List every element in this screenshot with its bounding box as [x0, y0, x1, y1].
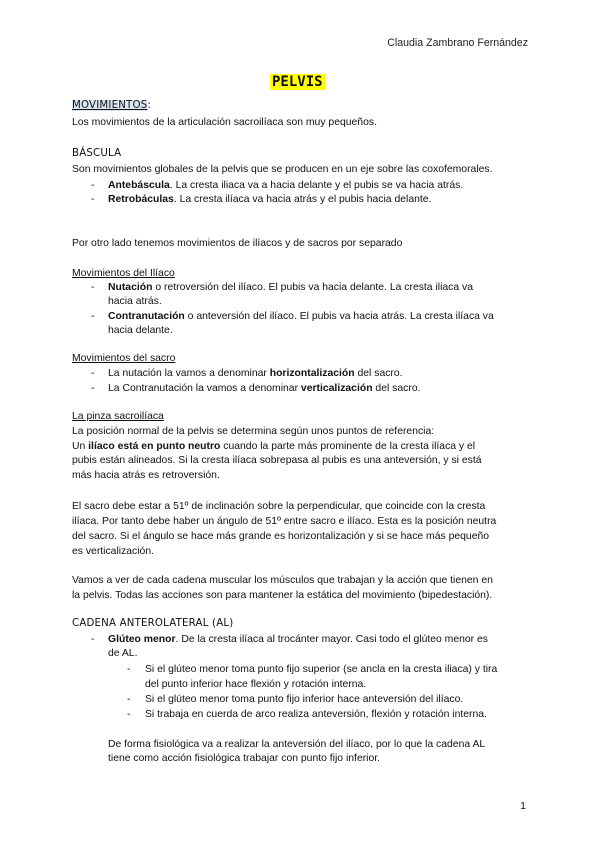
- movimientos-heading-colon: :: [147, 100, 152, 111]
- page-number: 1: [520, 800, 526, 812]
- pinza-bold: ilíaco está en punto neutro: [88, 441, 221, 452]
- sacro-item-contranutacion: [108, 383, 420, 394]
- bascula-text: . La cresta ilíaca va hacia atrás y el pubis hacia delante.: [173, 194, 432, 205]
- bascula-text: . La cresta iliaca va a hacia delante y el pubis se va hacia atrás.: [169, 180, 464, 191]
- iliaco-item-nutacion-cont: hacia atrás.: [108, 296, 162, 307]
- movimientos-heading-text: MOVIMIENTOS: [72, 100, 148, 111]
- sacro-text: La nutación la vamos a denominar: [108, 368, 270, 379]
- bascula-item-retrobaculas: [108, 194, 431, 205]
- sacro-term: horizontalización: [269, 368, 355, 379]
- pinza-line3: pubis están alineados. Si la cresta ilíaca sobrepasa al pubis es una anteversión, y si está: [72, 455, 482, 466]
- sublist-dash: -: [127, 664, 131, 675]
- movimientos-intro: Los movimientos de la articulación sacroilíaca son muy pequeños.: [72, 117, 377, 128]
- sacro-paragraph-line4: es verticalización.: [72, 546, 155, 557]
- iliaco-item-nutacion: [108, 282, 473, 293]
- iliaco-term: Nutación: [108, 282, 153, 293]
- iliaco-term: Contranutación: [108, 311, 185, 322]
- bascula-heading: BÁSCULA: [72, 148, 122, 159]
- pinza-heading: La pinza sacroilíaca: [72, 411, 164, 422]
- pinza-line1: La posición normal de la pelvis se determina según unos puntos de referencia:: [72, 426, 435, 437]
- list-dash: -: [91, 282, 95, 293]
- sacro-text: del sacro.: [372, 383, 421, 394]
- cadena-al-item-cont: de AL.: [108, 648, 138, 659]
- bascula-item-antebascula: [108, 180, 463, 191]
- list-dash: -: [91, 180, 95, 191]
- cadena-al-fisio-line1: De forma fisiológica va a realizar la anteversión del ilíaco, por lo que la cadena AL: [108, 739, 486, 750]
- cadena-al-sub1-line1: Si el glúteo menor toma punto fijo superior (se ancla en la cresta iliaca) y tira: [145, 664, 498, 675]
- sacro-paragraph-line1: El sacro debe estar a 51º de inclinación sobre la perpendicular, que coincide con la cresta: [72, 501, 486, 512]
- sublist-dash: -: [127, 709, 131, 720]
- cadena-al-sub3: Si trabaja en cuerda de arco realiza anteversión, flexión y rotación interna.: [145, 709, 487, 720]
- document-author: Claudia Zambrano Fernández: [387, 37, 528, 49]
- bascula-term: Retrobáculas: [108, 194, 174, 205]
- sublist-dash: -: [127, 694, 131, 705]
- sacro-heading: Movimientos del sacro: [72, 353, 176, 364]
- sacro-paragraph-line3: del sacro. Si el ángulo se hace más grande es horizontalización y si se hace más pequeño: [72, 531, 490, 542]
- pinza-text: Un: [72, 441, 89, 452]
- sacro-term: verticalización: [300, 383, 373, 394]
- list-dash: -: [91, 383, 95, 394]
- list-dash: -: [91, 634, 95, 645]
- sacro-item-nutacion: [108, 368, 403, 379]
- list-dash: -: [91, 194, 95, 205]
- document-title: PELVIS: [272, 74, 323, 90]
- iliaco-item-contranutacion: [108, 311, 494, 322]
- list-dash: -: [91, 311, 95, 322]
- sacro-text: del sacro.: [354, 368, 403, 379]
- sacro-paragraph-line2: ilíaca. Por tanto debe haber un ángulo de 51º entre sacro e ilíaco. Esta es la posición neutra: [72, 516, 497, 527]
- cadena-al-item-gluteo-menor: [108, 634, 488, 645]
- cadena-al-sub2: Si el glúteo menor toma punto fijo inferior hace anteversión del ilíaco.: [145, 694, 464, 705]
- pinza-line2: [72, 441, 475, 452]
- cadena-al-sub1-line2: del punto inferior hace flexión y rotación interna.: [145, 679, 367, 690]
- cadenas-paragraph-line2: la pelvis. Todas las acciones son para mantener la estática del movimiento (bipedestación).: [72, 590, 493, 601]
- bascula-intro: Son movimientos globales de la pelvis que se producen en un eje sobre las coxofemorales.: [72, 164, 493, 175]
- pinza-text: cuando la parte más prominente de la cresta ilíaca y el: [220, 441, 476, 452]
- separado-paragraph: Por otro lado tenemos movimientos de ilíacos y de sacros por separado: [72, 238, 403, 249]
- list-dash: -: [91, 368, 95, 379]
- cadena-al-fisio-line2: tiene como acción fisiológica trabajar con punto fijo inferior.: [108, 753, 381, 764]
- cadenas-paragraph-line1: Vamos a ver de cada cadena muscular los músculos que trabajan y la acción que tienen en: [72, 575, 493, 586]
- movimientos-heading: [72, 100, 151, 111]
- sacro-text: La Contranutación la vamos a denominar: [108, 383, 301, 394]
- iliaco-text: o anteversión del ilíaco. El pubis va hacia atrás. La cresta ilíaca va: [184, 311, 494, 322]
- cadena-al-heading: CADENA ANTEROLATERAL (AL): [72, 618, 234, 629]
- iliaco-heading: Movimientos del Ilíaco: [72, 268, 175, 279]
- iliaco-item-contranutacion-cont: hacia delante.: [108, 325, 173, 336]
- bascula-term: Antebáscula: [108, 180, 170, 191]
- cadena-al-text: . De la cresta ilíaca al trocánter mayor. Casi todo el glúteo menor es: [175, 634, 488, 645]
- cadena-al-term: Glúteo menor: [108, 634, 176, 645]
- iliaco-text: o retroversión del ilíaco. El pubis va hacia delante. La cresta iliaca va: [152, 282, 474, 293]
- pinza-line4: más hacia atrás es retroversión.: [72, 470, 220, 481]
